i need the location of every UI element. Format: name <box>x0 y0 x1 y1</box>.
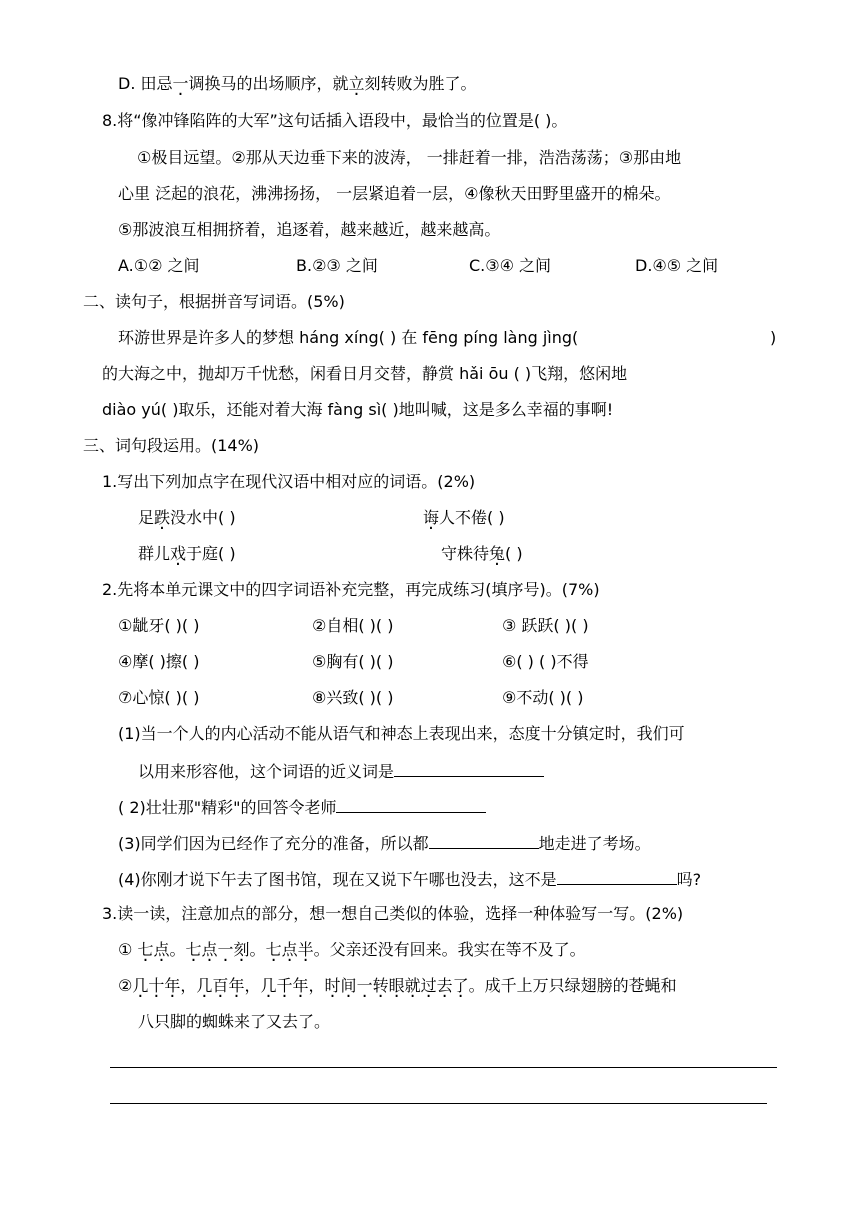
q2-word-2: ②自相( )( ) <box>312 616 394 635</box>
pinyin-line-1-close: ) <box>770 328 777 347</box>
q2-sub-2: ( 2)壮壮那"精彩"的回答令老师 <box>118 796 486 818</box>
section-3-title: 三、词句段运用。(14%) <box>83 436 260 455</box>
q2-sub-3: (3)同学们因为已经作了充分的准备，所以都 地走进了考场。 <box>118 834 651 853</box>
q2-word-7: ⑦心惊( )( ) <box>118 688 200 707</box>
q2-word-6: ⑥( ) ( )不得 <box>502 652 589 671</box>
q2-word-5: ⑤胸有( )( ) <box>312 652 394 671</box>
q1-title: 1.写出下列加点字在现代汉语中相对应的词语。(2%) <box>102 472 476 491</box>
answer-blank[interactable] <box>429 832 539 849</box>
q8-option-d: D.④⑤ 之间 <box>635 256 719 275</box>
section-2-title: 二、读句子，根据拼音写词语。(5%) <box>83 292 345 311</box>
pinyin-line-3: diào yú( )取乐，还能对着大海 fàng sì( )地叫喊，这是多么幸福的事啊! <box>102 400 614 419</box>
q2-word-9: ⑨不动( )( ) <box>502 688 584 707</box>
dotted-text: 几十年，几百年，几千年，时间一转眼就过去了 <box>132 976 469 995</box>
q3-example-2-cont: 八只脚的蜘蛛来了又去了。 <box>138 1012 331 1031</box>
q3-example-1: ① 七点。七点一刻。七点半。父亲还没有回来。我实在等不及了。 <box>118 940 586 959</box>
pinyin-line-1: 环游世界是许多人的梦想 háng xíng( ) 在 fēng píng làng jìng( <box>118 328 579 347</box>
q2-word-3: ③ 跃跃( )( ) <box>502 616 589 635</box>
writing-line-1[interactable] <box>110 1067 777 1068</box>
q2-word-4: ④摩( )擦( ) <box>118 652 200 671</box>
q8-passage-line-2: 心里 泛起的浪花，沸沸扬扬， 一层紧追着一层，④像秋天田野里盛开的棉朵。 <box>118 184 671 203</box>
q2-sub-1-line-1: (1)当一个人的内心活动不能从语气和神态上表现出来，态度十分镇定时，我们可 <box>118 724 685 743</box>
q2-word-8: ⑧兴致( )( ) <box>312 688 394 707</box>
q1-item-4: 守株待兔( ) <box>441 544 523 563</box>
q2-sub-4: (4)你刚才说下午去了图书馆，现在又说下午哪也没去，这不是 吗? <box>118 870 702 889</box>
option-d-line: D. 田忌一调换马的出场顺序，就立刻转败为胜了。 <box>118 74 477 93</box>
q2-title: 2.先将本单元课文中的四字词语补充完整，再完成练习(填序号)。(7%) <box>102 580 600 599</box>
q1-item-3: 群儿戏于庭( ) <box>138 544 236 563</box>
writing-line-2[interactable] <box>110 1103 767 1104</box>
q2-sub-1-line-2: 以用来形容他，这个词语的近义词是 <box>138 760 544 782</box>
q3-example-2: ②几十年，几百年，几千年，时间一转眼就过去了。成千上万只绿翅膀的苍蝇和 <box>118 976 677 995</box>
dotted-text: 七点。七点一刻。七点半。 <box>137 940 330 959</box>
q3-title: 3.读一读，注意加点的部分，想一想自己类似的体验，选择一种体验写一写。(2%) <box>102 904 684 923</box>
q8-option-c: C.③④ 之间 <box>469 256 552 275</box>
q8-passage-line-3: ⑤那波浪互相拥挤着，追逐着，越来越近，越来越高。 <box>118 220 501 239</box>
q2-word-1: ①龇牙( )( ) <box>118 616 200 635</box>
pinyin-line-2: 的大海之中，抛却万千忧愁，闲看日月交替，静赏 hǎi ōu ( )飞翔，悠闲地 <box>102 364 628 383</box>
answer-blank[interactable] <box>394 760 544 777</box>
q8-option-a: A.①② 之间 <box>118 256 200 275</box>
answer-blank[interactable] <box>557 868 677 885</box>
q8-stem: 8.将“像冲锋陷阵的大军”这句话插入语段中，最恰当的位置是( )。 <box>102 111 568 130</box>
q1-item-2: 诲人不倦( ) <box>423 508 505 527</box>
q8-passage-line-1: ①极目远望。②那从天边垂下来的波涛， 一排赶着一排，浩浩荡荡；③那由地 <box>137 148 682 167</box>
answer-blank[interactable] <box>336 796 486 813</box>
q1-item-1: 足跌没水中( ) <box>138 508 236 527</box>
q8-option-b: B.②③ 之间 <box>296 256 378 275</box>
